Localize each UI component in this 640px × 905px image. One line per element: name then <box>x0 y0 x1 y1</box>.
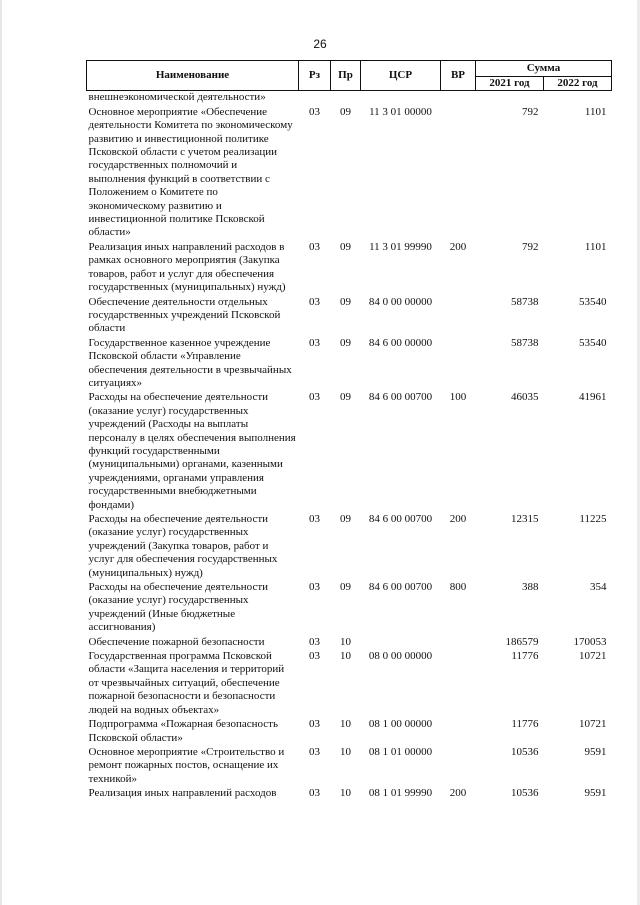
cell-sum-2022: 10721 <box>579 718 607 731</box>
cell-vr: 200 <box>449 513 467 525</box>
cell-csr: 84 6 00 00700 <box>368 581 433 594</box>
cell-sum-2021: 11776 <box>511 718 539 731</box>
table-row <box>87 636 612 650</box>
cell-sum-2021: 792 <box>522 240 539 253</box>
cell-sum-2022: 354 <box>590 581 607 594</box>
cell-sum-2021: 12315 <box>511 513 539 525</box>
header-year-2021: 2021 год <box>476 77 544 91</box>
table-row <box>87 718 612 746</box>
cell-sum-2022: 41961 <box>579 391 607 404</box>
cell-sum-2022: 9591 <box>584 787 607 800</box>
cell-rz: 03 <box>309 295 320 308</box>
cell-vr: 200 <box>449 787 467 800</box>
cell-csr: 84 0 00 00000 <box>368 295 433 308</box>
cell-name: Реализация иных направлений расходов в рамках основного мероприятия (Закупка товаров, работ и услуг для обеспечения государственных (муниципальных) нужд) <box>88 240 286 294</box>
cell-csr <box>361 636 441 650</box>
cell-vr <box>441 746 476 787</box>
cell-rz: 03 <box>309 336 320 349</box>
cell-sum-2021: 58738 <box>511 295 539 308</box>
cell-csr: 08 1 01 00000 <box>368 745 433 758</box>
cell-sum-2021: 10536 <box>511 745 539 758</box>
table-row <box>87 650 612 718</box>
cell-sum-2022: 53540 <box>579 295 607 308</box>
table-row <box>87 337 612 392</box>
cell-csr <box>361 91 441 106</box>
cell-vr <box>441 91 476 106</box>
header-pr: Пр <box>331 61 361 91</box>
cell-pr: 09 <box>340 513 351 525</box>
cell-sum-2022 <box>544 91 612 106</box>
cell-pr: 09 <box>340 336 351 349</box>
cell-pr: 10 <box>340 718 351 731</box>
cell-pr: 09 <box>340 105 351 118</box>
cell-pr: 10 <box>340 745 351 758</box>
cell-rz: 03 <box>309 635 320 648</box>
cell-rz: 03 <box>309 745 320 758</box>
cell-sum-2021 <box>476 91 544 106</box>
cell-rz: 03 <box>309 787 320 800</box>
cell-rz: 03 <box>309 240 320 253</box>
table-row <box>87 296 612 337</box>
cell-rz: 03 <box>309 718 320 731</box>
cell-name: Основное мероприятие «Строительство и ремонт пожарных постов, оснащение их техникой» <box>88 745 285 785</box>
cell-csr: 84 6 00 00000 <box>368 336 433 349</box>
cell-csr: 11 3 01 00000 <box>369 105 432 118</box>
cell-name: Основное мероприятие «Обеспечение деятельности Комитета по экономическому развитию и инвестиционной политике Псковской области с учетом реализации государственных полномочий и выполнения функций в соответствии с Положением о Комитете по экономическому развитию и инвестиционной политике Псковской области» <box>88 105 293 239</box>
table-row <box>87 746 612 787</box>
header-year-2022: 2022 год <box>544 77 612 91</box>
cell-sum-2022: 10721 <box>579 650 607 663</box>
cell-sum-2021: 11776 <box>511 650 539 663</box>
page-number: 26 <box>313 37 327 51</box>
cell-name: Реализация иных направлений расходов <box>88 787 277 800</box>
cell-rz: 03 <box>309 581 320 594</box>
cell-vr <box>441 337 476 392</box>
budget-table <box>86 60 612 802</box>
cell-sum-2022: 11225 <box>579 513 607 525</box>
cell-pr: 09 <box>340 391 351 404</box>
cell-sum-2022: 9591 <box>584 745 607 758</box>
cell-sum-2022: 1101 <box>584 240 607 253</box>
header-vr: ВР <box>441 61 476 91</box>
table-row <box>87 391 612 513</box>
cell-vr: 100 <box>449 391 467 404</box>
cell-rz: 03 <box>309 513 320 525</box>
cell-name: Обеспечение деятельности отдельных государственных учреждений Псковской области <box>88 295 281 335</box>
cell-sum-2021: 792 <box>522 105 539 118</box>
cell-name: Государственная программа Псковской области «Защита населения и территорий от чрезвычайных ситуаций, обеспечение пожарной безопасности и безопасности людей на водных объектах» <box>88 650 285 716</box>
cell-csr: 11 3 01 99990 <box>369 240 432 253</box>
cell-pr: 09 <box>340 295 351 308</box>
table-header <box>87 61 612 91</box>
cell-vr <box>441 296 476 337</box>
cell-sum-2021: 388 <box>522 581 539 594</box>
cell-pr: 10 <box>340 650 351 663</box>
cell-sum-2022: 1101 <box>584 105 607 118</box>
cell-sum-2022: 170053 <box>573 635 607 648</box>
table-row <box>87 91 612 106</box>
cell-name: Расходы на обеспечение деятельности (оказание услуг) государственных учреждений (Закупка товаров, работ и услуг для обеспечения государственных (муниципальных) нужд) <box>88 513 278 579</box>
cell-sum-2021: 10536 <box>511 787 539 800</box>
cell-name: внешнеэкономической деятельности» <box>88 91 266 104</box>
cell-vr: 800 <box>449 581 467 594</box>
cell-pr <box>331 91 361 106</box>
cell-vr <box>441 650 476 718</box>
cell-csr: 08 1 01 99990 <box>368 787 433 800</box>
header-csr: ЦСР <box>361 61 441 91</box>
cell-rz: 03 <box>309 650 320 663</box>
table-row <box>87 106 612 241</box>
cell-rz: 03 <box>309 391 320 404</box>
scan-edge-left <box>0 0 2 905</box>
cell-vr: 200 <box>449 240 467 253</box>
cell-sum-2021: 46035 <box>511 391 539 404</box>
table-row <box>87 513 612 581</box>
table-row <box>87 581 612 636</box>
header-sum: Сумма <box>476 61 612 77</box>
cell-name: Расходы на обеспечение деятельности (оказание услуг) государственных учреждений (Расходы на выплаты персоналу в целях обеспечения выполнения функций государственными (муниципальными) органами, казенными учреждениями, органами управления государственными внебюджетными фондами) <box>88 391 296 511</box>
table-row <box>87 787 612 801</box>
cell-name: Подпрограмма «Пожарная безопасность Псковской области» <box>88 718 278 744</box>
cell-vr <box>441 636 476 650</box>
cell-pr: 09 <box>340 581 351 594</box>
cell-vr <box>441 718 476 746</box>
cell-name: Расходы на обеспечение деятельности (оказание услуг) государственных учреждений (Иные бюджетные ассигнования) <box>88 581 269 634</box>
table-row <box>87 241 612 296</box>
cell-pr: 10 <box>340 787 351 800</box>
cell-vr <box>441 106 476 241</box>
cell-sum-2022: 53540 <box>579 336 607 349</box>
table-body <box>87 91 612 802</box>
cell-csr: 84 6 00 00700 <box>368 391 433 404</box>
cell-csr: 08 0 00 00000 <box>368 650 433 663</box>
cell-pr: 10 <box>340 635 351 648</box>
cell-csr: 08 1 00 00000 <box>368 718 433 731</box>
cell-sum-2021: 58738 <box>511 336 539 349</box>
cell-name: Государственное казенное учреждение Псковской области «Управление обеспечения деятельности в чрезвычайных ситуациях» <box>88 336 292 389</box>
header-rz: Рз <box>299 61 331 91</box>
cell-sum-2021: 186579 <box>505 635 539 648</box>
cell-name: Обеспечение пожарной безопасности <box>88 635 265 648</box>
cell-rz <box>299 91 331 106</box>
cell-pr: 09 <box>340 240 351 253</box>
cell-rz: 03 <box>309 105 320 118</box>
header-name: Наименование <box>87 61 299 91</box>
cell-csr: 84 6 00 00700 <box>368 513 433 525</box>
